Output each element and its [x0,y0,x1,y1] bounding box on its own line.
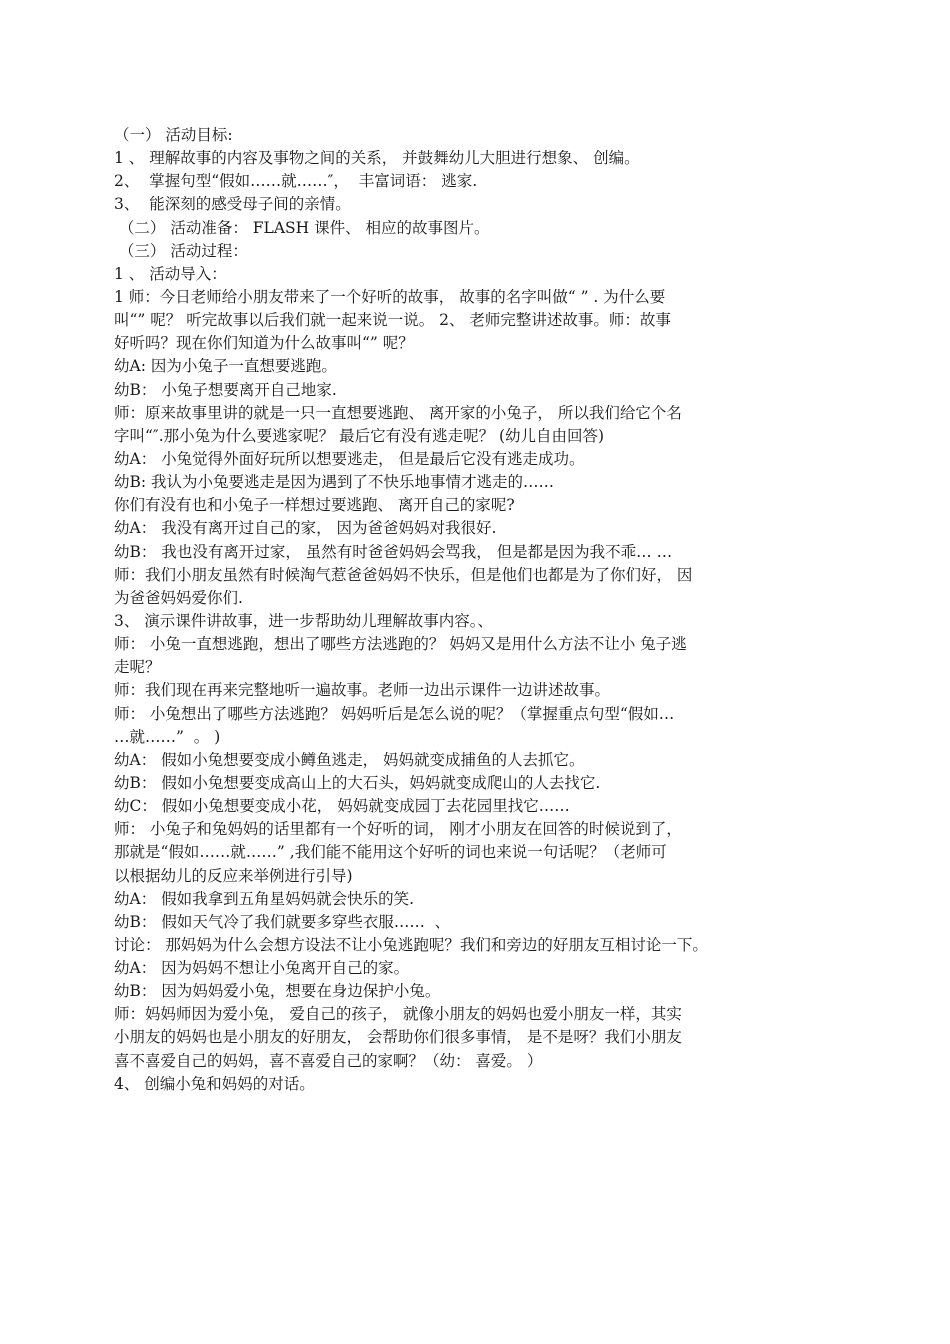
document-page [114,124,844,1096]
text-line: 幼A： 假如小兔想要变成小鳟鱼逃走， 妈妈就变成捕鱼的人去抓它。 [114,750,585,769]
text-line: （一） 活动目标: [114,126,233,144]
text-line: 你们有没有也和小兔子一样想过要逃跑、 离开自己的家呢? [114,496,515,515]
text-line: 以根据幼儿的反应来举例进行引导) [114,866,353,885]
text-line: 幼A： 我没有离开过自己的家， 因为爸爸妈妈对我很好. [114,519,497,538]
text-line: 1 师：今日老师给小朋友带来了一个好听的故事， 故事的名字叫做“ ” . 为什么要 [114,287,666,306]
text-line: 幼A: 因为小兔子一直想要逃跑。 [114,357,337,376]
text-line: 幼B： 我也没有离开过家， 虽然有时爸爸妈妈会骂我， 但是都是因为我不乖… … [114,542,673,561]
text-line: 师：我们小朋友虽然有时候淘气惹爸爸妈妈不快乐，但是他们也都是为了你们好， 因 [114,565,693,584]
text-line: 那就是“假如……就……” ,我们能不能用这个好听的词也来说一句话呢？（老师可 [114,843,667,862]
text-line: 师： 小兔一直想逃跑，想出了哪些方法逃跑的？ 妈妈又是用什么方法不让小 兔子逃 [114,635,687,654]
text-line: 师： 小兔想出了哪些方法逃跑？ 妈妈听后是怎么说的呢？（掌握重点句型“假如… [114,704,675,723]
text-line: 师： 小兔子和兔妈妈的话里都有一个好听的词， 刚才小朋友在回答的时候说到了， [114,820,682,839]
text-line: 幼A： 因为妈妈不想让小兔离开自己的家。 [114,959,410,978]
text-line: （二） 活动准备： FLASH 课件、 相应的故事图片。 [114,218,490,237]
text-line: 师：原来故事里讲的就是一只一直想要逃跑、 离开家的小兔子， 所以我们给它个名 [114,403,682,422]
text-line: 幼B： 假如天气冷了我们就要多穿些衣服…… 、 [114,912,451,931]
text-line: 2、 掌握句型“假如……就……″， 丰富词语： 逃家. [114,172,478,191]
text-line: 师：我们现在再来完整地听一遍故事。老师一边出示课件一边讲述故事。 [114,681,611,700]
text-line: …就……” 。 ) [114,727,221,746]
text-line: 讨论： 那妈妈为什么会想方设法不让小兔逃跑呢？我们和旁边的好朋友互相讨论一下。 [114,935,708,954]
text-line: 幼B： 假如小兔想要变成高山上的大石头，妈妈就变成爬山的人去找它. [114,773,601,792]
text-line: 幼B: 我认为小兔要逃走是因为遇到了不快乐地事情才逃走的…… [114,473,555,492]
text-line: 字叫“″.那小兔为什么要逃家呢？ 最后它有没有逃走呢？ (幼儿自由回答) [114,426,605,445]
text-line: 师：妈妈师因为爱小兔， 爱自己的孩子， 就像小朋友的妈妈也爱小朋友一样，其实 [114,1005,682,1024]
text-line: 幼A： 假如我拿到五角星妈妈就会快乐的笑. [114,889,415,908]
text-line: 好听吗？现在你们知道为什么故事叫“” 呢？ [114,334,414,353]
text-line: 3、 能深刻的感受母子间的亲情。 [114,195,351,214]
text-line: 幼B： 小兔子想要离开自己地家. [114,380,337,399]
text-line: （三） 活动过程： [114,241,248,260]
text-line: 为爸爸妈妈爱你们. [114,588,243,607]
text-line: 喜不喜爱自己的妈妈，喜不喜爱自己的家啊？（幼： 喜爱。 ） [114,1051,543,1070]
text-line: 1 、 活动导入： [114,264,227,283]
text-line: 走呢？ [114,658,161,677]
text-line: 3、 演示课件讲故事，进一步帮助幼儿理解故事内容。、 [114,611,494,630]
text-line: 幼B： 因为妈妈爱小兔，想要在身边保护小兔。 [114,982,441,1001]
text-line: 叫“” 呢？ 听完故事以后我们就一起来说一说。 2、 老师完整讲述故事。师：故事 [114,311,671,330]
text-line: 小朋友的妈妈也是小朋友的好朋友， 会帮助你们很多事情， 是不是呀？我们小朋友 [114,1028,682,1047]
text-line: 1 、 理解故事的内容及事物之间的关系， 并鼓舞幼儿大胆进行想象、 创编。 [114,149,640,168]
text-line: 幼C： 假如小兔想要变成小花， 妈妈就变成园丁去花园里找它…… [114,797,570,816]
text-line: 4、 创编小兔和妈妈的对话。 [114,1074,315,1093]
text-line: 幼A： 小兔觉得外面好玩所以想要逃走， 但是最后它没有逃走成功。 [114,449,585,468]
